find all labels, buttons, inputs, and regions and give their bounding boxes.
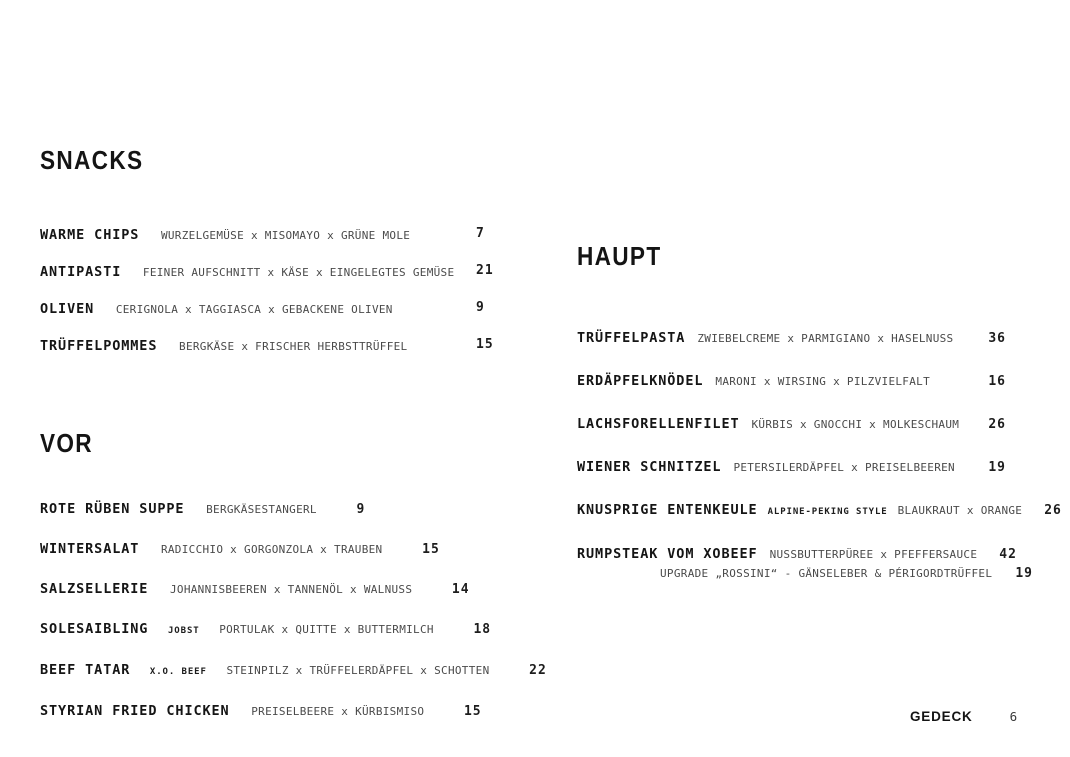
menu-item bbox=[40, 226, 485, 243]
item-description: BERGKÄSE x FRISCHER HERBSTTRÜFFEL bbox=[179, 340, 408, 353]
section-items-vor bbox=[40, 501, 547, 719]
item-description: MARONI x WIRSING x PILZVIELFALT bbox=[715, 375, 930, 388]
menu-item bbox=[577, 417, 1006, 432]
item-name: TRÜFFELPOMMES bbox=[40, 338, 158, 354]
menu-item-row bbox=[577, 502, 1062, 519]
item-description: CERIGNOLA x TAGGIASCA x GEBACKENE OLIVEN bbox=[115, 303, 393, 316]
item-description: PETERSILERDÄPFEL x PREISELBEEREN bbox=[733, 461, 955, 474]
item-note: X.O. BEEF bbox=[149, 667, 207, 677]
item-name: ERDÄPFELKNÖDEL bbox=[577, 373, 704, 389]
item-description: PORTULAK x QUITTE x BUTTERMILCH bbox=[219, 623, 434, 636]
menu-item-row bbox=[40, 581, 547, 597]
item-name: WIENER SCHNITZEL bbox=[577, 459, 722, 475]
item-description: BLAUKRAUT x ORANGE bbox=[897, 504, 1023, 517]
menu-item bbox=[577, 546, 1033, 581]
item-name: RUMPSTEAK VOM XOBEEF bbox=[577, 546, 758, 562]
menu-item-row bbox=[40, 226, 485, 243]
section-title-snacks: SNACKS bbox=[40, 145, 144, 175]
item-description: PREISELBEERE x KÜRBISMISO bbox=[251, 705, 425, 718]
menu-item-row bbox=[577, 546, 1017, 562]
item-name: SALZSELLERIE bbox=[40, 581, 149, 597]
item-description: WURZELGEMÜSE x MISOMAYO x GRÜNE MOLE bbox=[160, 229, 411, 242]
item-name: STYRIAN FRIED CHICKEN bbox=[40, 703, 230, 719]
item-price: 16 bbox=[988, 374, 1006, 389]
item-name: TRÜFFELPASTA bbox=[577, 330, 686, 346]
item-price: 22 bbox=[529, 663, 547, 678]
item-name: ANTIPASTI bbox=[40, 264, 122, 280]
item-description: STEINPILZ x TRÜFFELERDÄPFEL x SCHOTTEN bbox=[226, 664, 490, 677]
item-description: NUSSBUTTERPÜREE x PFEFFERSAUCE bbox=[769, 548, 978, 561]
menu-item bbox=[40, 662, 547, 679]
item-name: WARME CHIPS bbox=[40, 227, 140, 243]
section-items-snacks bbox=[40, 226, 494, 354]
item-description: JOHANNISBEEREN x TANNENÖL x WALNUSS bbox=[169, 583, 413, 596]
menu-section-snacks bbox=[40, 145, 494, 375]
menu-item-upgrade-row bbox=[660, 567, 1033, 581]
item-price: 42 bbox=[999, 547, 1017, 562]
item-price: 14 bbox=[451, 582, 470, 597]
item-name: OLIVEN bbox=[40, 301, 95, 317]
menu-item-row bbox=[40, 621, 547, 638]
item-price: 7 bbox=[476, 226, 485, 241]
item-name: ROTE RÜBEN SUPPE bbox=[40, 501, 185, 517]
item-description: FEINER AUFSCHNITT x KÄSE x EINGELEGTES GEMÜSE bbox=[142, 266, 455, 279]
cover-charge-price: 6 bbox=[1009, 709, 1018, 724]
menu-item-row bbox=[40, 541, 547, 557]
section-items-haupt bbox=[577, 330, 1062, 581]
menu-item-row bbox=[577, 374, 1006, 389]
item-name: BEEF TATAR bbox=[40, 662, 131, 678]
menu-item bbox=[40, 501, 547, 517]
menu-section-vor bbox=[40, 430, 547, 743]
menu-item-row bbox=[577, 331, 1006, 346]
menu-item-row bbox=[40, 662, 547, 679]
section-title-haupt: HAUPT bbox=[577, 241, 662, 271]
menu-section-haupt bbox=[577, 241, 1062, 609]
cover-charge-label: GEDECK bbox=[910, 709, 973, 724]
item-price: 9 bbox=[476, 300, 485, 315]
menu-item-row bbox=[40, 337, 494, 354]
menu-item bbox=[40, 541, 547, 557]
item-price: 15 bbox=[463, 704, 482, 719]
item-price: 36 bbox=[988, 331, 1006, 346]
cover-charge-row bbox=[910, 709, 1017, 724]
item-price: 21 bbox=[476, 263, 494, 278]
menu-item-row bbox=[577, 417, 1006, 432]
item-name: KNUSPRIGE ENTENKEULE bbox=[577, 502, 758, 518]
item-description: RADICCHIO x GORGONZOLA x TRAUBEN bbox=[160, 543, 383, 556]
item-name: WINTERSALAT bbox=[40, 541, 140, 557]
menu-item bbox=[40, 300, 485, 317]
menu-item bbox=[577, 374, 1006, 389]
menu-item-row bbox=[40, 501, 547, 517]
item-price: 15 bbox=[476, 337, 494, 352]
upgrade-price: 19 bbox=[1015, 566, 1033, 581]
menu-item-row bbox=[40, 703, 547, 719]
item-note: ALPINE-PEKING STYLE bbox=[767, 507, 888, 517]
item-price: 19 bbox=[988, 460, 1006, 475]
menu-item bbox=[577, 460, 1006, 475]
item-name: LACHSFORELLENFILET bbox=[577, 416, 740, 432]
item-price: 9 bbox=[356, 502, 366, 517]
menu-item-row bbox=[40, 300, 485, 317]
item-price: 26 bbox=[1044, 503, 1062, 518]
upgrade-text: UPGRADE „ROSSINI“ - GÄNSELEBER & PÉRIGORDTRÜFFEL bbox=[660, 567, 993, 580]
menu-item bbox=[40, 581, 547, 597]
item-price: 15 bbox=[422, 542, 440, 557]
menu-item bbox=[577, 502, 1062, 519]
menu-item bbox=[40, 337, 494, 354]
menu-item-row bbox=[577, 460, 1006, 475]
item-price: 26 bbox=[988, 417, 1006, 432]
item-description: BERGKÄSESTANGERL bbox=[206, 503, 317, 516]
item-description: KÜRBIS x GNOCCHI x MOLKESCHAUM bbox=[751, 418, 960, 431]
menu-item bbox=[40, 263, 494, 280]
item-name: SOLESAIBLING bbox=[40, 621, 149, 637]
item-description: ZWIEBELCREME x PARMIGIANO x HASELNUSS bbox=[697, 332, 954, 345]
menu-item bbox=[577, 331, 1006, 346]
menu-item bbox=[40, 621, 547, 638]
item-note: JOBST bbox=[167, 626, 200, 636]
item-price: 18 bbox=[473, 622, 492, 637]
section-title-vor: VOR bbox=[40, 428, 93, 458]
menu-item bbox=[40, 703, 547, 719]
menu-item-row bbox=[40, 263, 494, 280]
